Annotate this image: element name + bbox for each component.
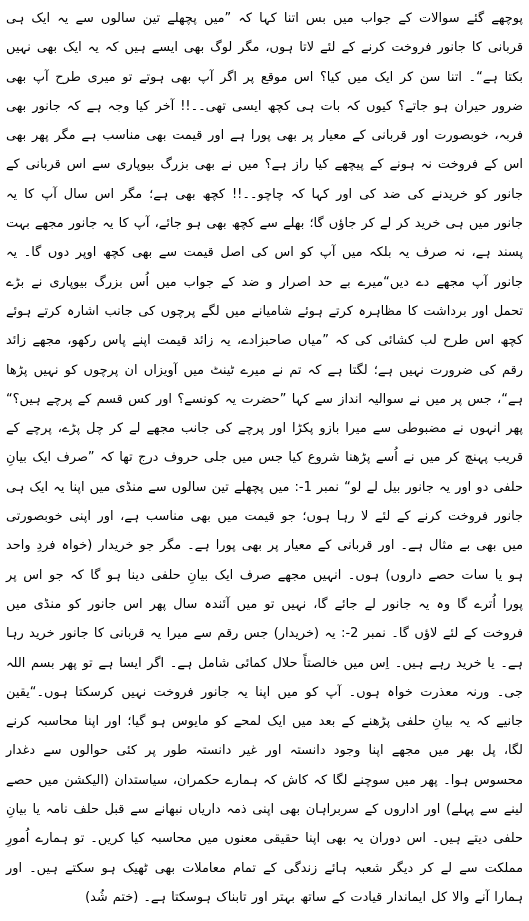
article-text-block	[6, 4, 523, 912]
article-paragraph: پوچھے گئے سوالات کے جواب میں بس اتنا کہا کہ ”میں پچھلے تین سالوں سے یہ ایک ہی قربانی کا جانور فروخت کرنے کے لئے لاتا ہوں، مگر لوگ بھی ایسے ہیں کہ یہ ایک بھی نہیں بکتا ہے“۔ اتنا سن کر ایک میں کیا؟ اس موقع پر اگر آپ بھی ہوتے تو میری طرح آپ بھی ضرور حیران ہو جاتے؟ کیوں کہ بات ہی کچھ ایسی تھی۔۔!! آخر کیا وجہ ہے کہ جانور بھی فربہ، خوبصورت اور قربانی کے معیار پر بھی پورا ہے اور قیمت بھی مناسب ہے مگر پھر بھی اس کے فروخت نہ ہونے کے پیچھے کیا راز ہے؟ میں نے بھی بزرگ بیوپاری سے اس قربانی کے جانور کو خریدنے کی ضد کی اور کہا کہ چاچو۔۔!! کچھ بھی ہے؛ مگر اس سال آپ کا یہ جانور میں ہی خرید کر لے کر جاؤں گا؛ بھلے سے کچھ بھی ہو جائے، آپ کا یہ جانور مجھے بہت پسند ہے، نہ صرف یہ بلکہ میں آپ کو اس کی اصل قیمت سے بھی کچھ اوپر دوں گا۔ یہ جانور آپ مجھے دے دیں“میرے بے حد اصرار و ضد کے جواب میں اُس بزرگ بیوپاری نے بڑے تحمل اور برداشت کا مظاہرہ کرتے ہوئے شامیانے میں لگے پرچوں کی جانب اشارہ کرتے ہوئے کچھ اس طرح لب کشائی کی کہ ”میاں صاحبزادے، یہ زائد قیمت اپنے پاس رکھو، مجھے زائد رقم کی ضرورت نہیں ہے؛ لگتا ہے کہ تم نے میرے ٹینٹ میں آویزاں ان پرچوں کو نہیں پڑھا ہے“، جس پر میں نے سوالیہ انداز سے کہا ”حضرت یہ کونسے؟ اور کس قسم کے پرچے ہیں؟“ پھر انہوں نے مضبوطی سے میرا بازو پکڑا اور پرچے کی جانب مجھے لے کر چل پڑے، پرچے کے قریب پہنچ کر میں نے اُسے پڑھنا شروع کیا جس میں جلی حروف درج تھا کہ ”صرف ایک بیانِ حلفی دو اور یہ جانور بیل لے لو“ نمبر 1-: میں پچھلے تین سالوں سے منڈی میں اپنا یہ ایک ہی جانور فروخت کرنے کے لئے لا رہا ہوں؛ جو قیمت میں بھی مناسب ہے، اور اپنی خوبصورتی میں بھی بے مثال ہے۔ اور قربانی کے معیار پر بھی پورا ہے۔ مگر جو خریدار (خواہ فردِ واحد ہو یا سات حصے داروں) ہوں۔ انہیں مجھے صرف ایک بیانِ حلفی دینا ہو گا کہ جو اس پر پورا اُترے گا وہ یہ جانور لے جائے گا، نہیں تو میں آئندہ سال پھر اس جانور کو منڈی میں فروخت کے لئے لاؤں گا۔ نمبر 2-: یہ (خریدار) جس رقم سے میرا یہ قربانی کا جانور خرید رہا ہے۔ یا خرید رہے ہیں۔ اِس میں خالصتاً حلال کمائی شامل ہے۔ اگر ایسا ہے تو پھر بسم اللہ جی۔ ورنہ معذرت خواہ ہوں۔ آپ کو میں اپنا یہ جانور فروخت نہیں کرسکتا ہوں۔“یقین جانیے کہ یہ بیانِ حلفی پڑھنے کے بعد میں ایک لمحے کو مایوس ہو گیا؛ اور اپنا محاسبہ کرنے لگا، پل بھر میں مجھے اپنا وجود دانستہ اور غیر دانستہ طور پر کئی حوالوں سے دغدار محسوس ہوا۔ پھر میں سوچنے لگا کہ کاش کہ ہمارے حکمران، سیاستدان (الیکشن میں حصے لینے سے پہلے) اور اداروں کے سربراہان بھی اپنی ذمہ داریاں نبھانے سے قبل حلف نامہ یا بیانِ حلفی دیتے ہیں۔ اس دوران یہ بھی اپنا حقیقی معنوں میں محاسبہ کیا کریں۔ تو ہمارے اُمورِ مملکت سے لے کر دیگر شعبہ ہائے زندگی کے تمام معاملات بھی ٹھیک ہو سکتے ہیں۔ اور ہمارا آنے والا کل ایماندار قیادت کے ساتھ بہتر اور تابناک ہوسکتا ہے۔ (ختم شُد)	[6, 11, 523, 905]
